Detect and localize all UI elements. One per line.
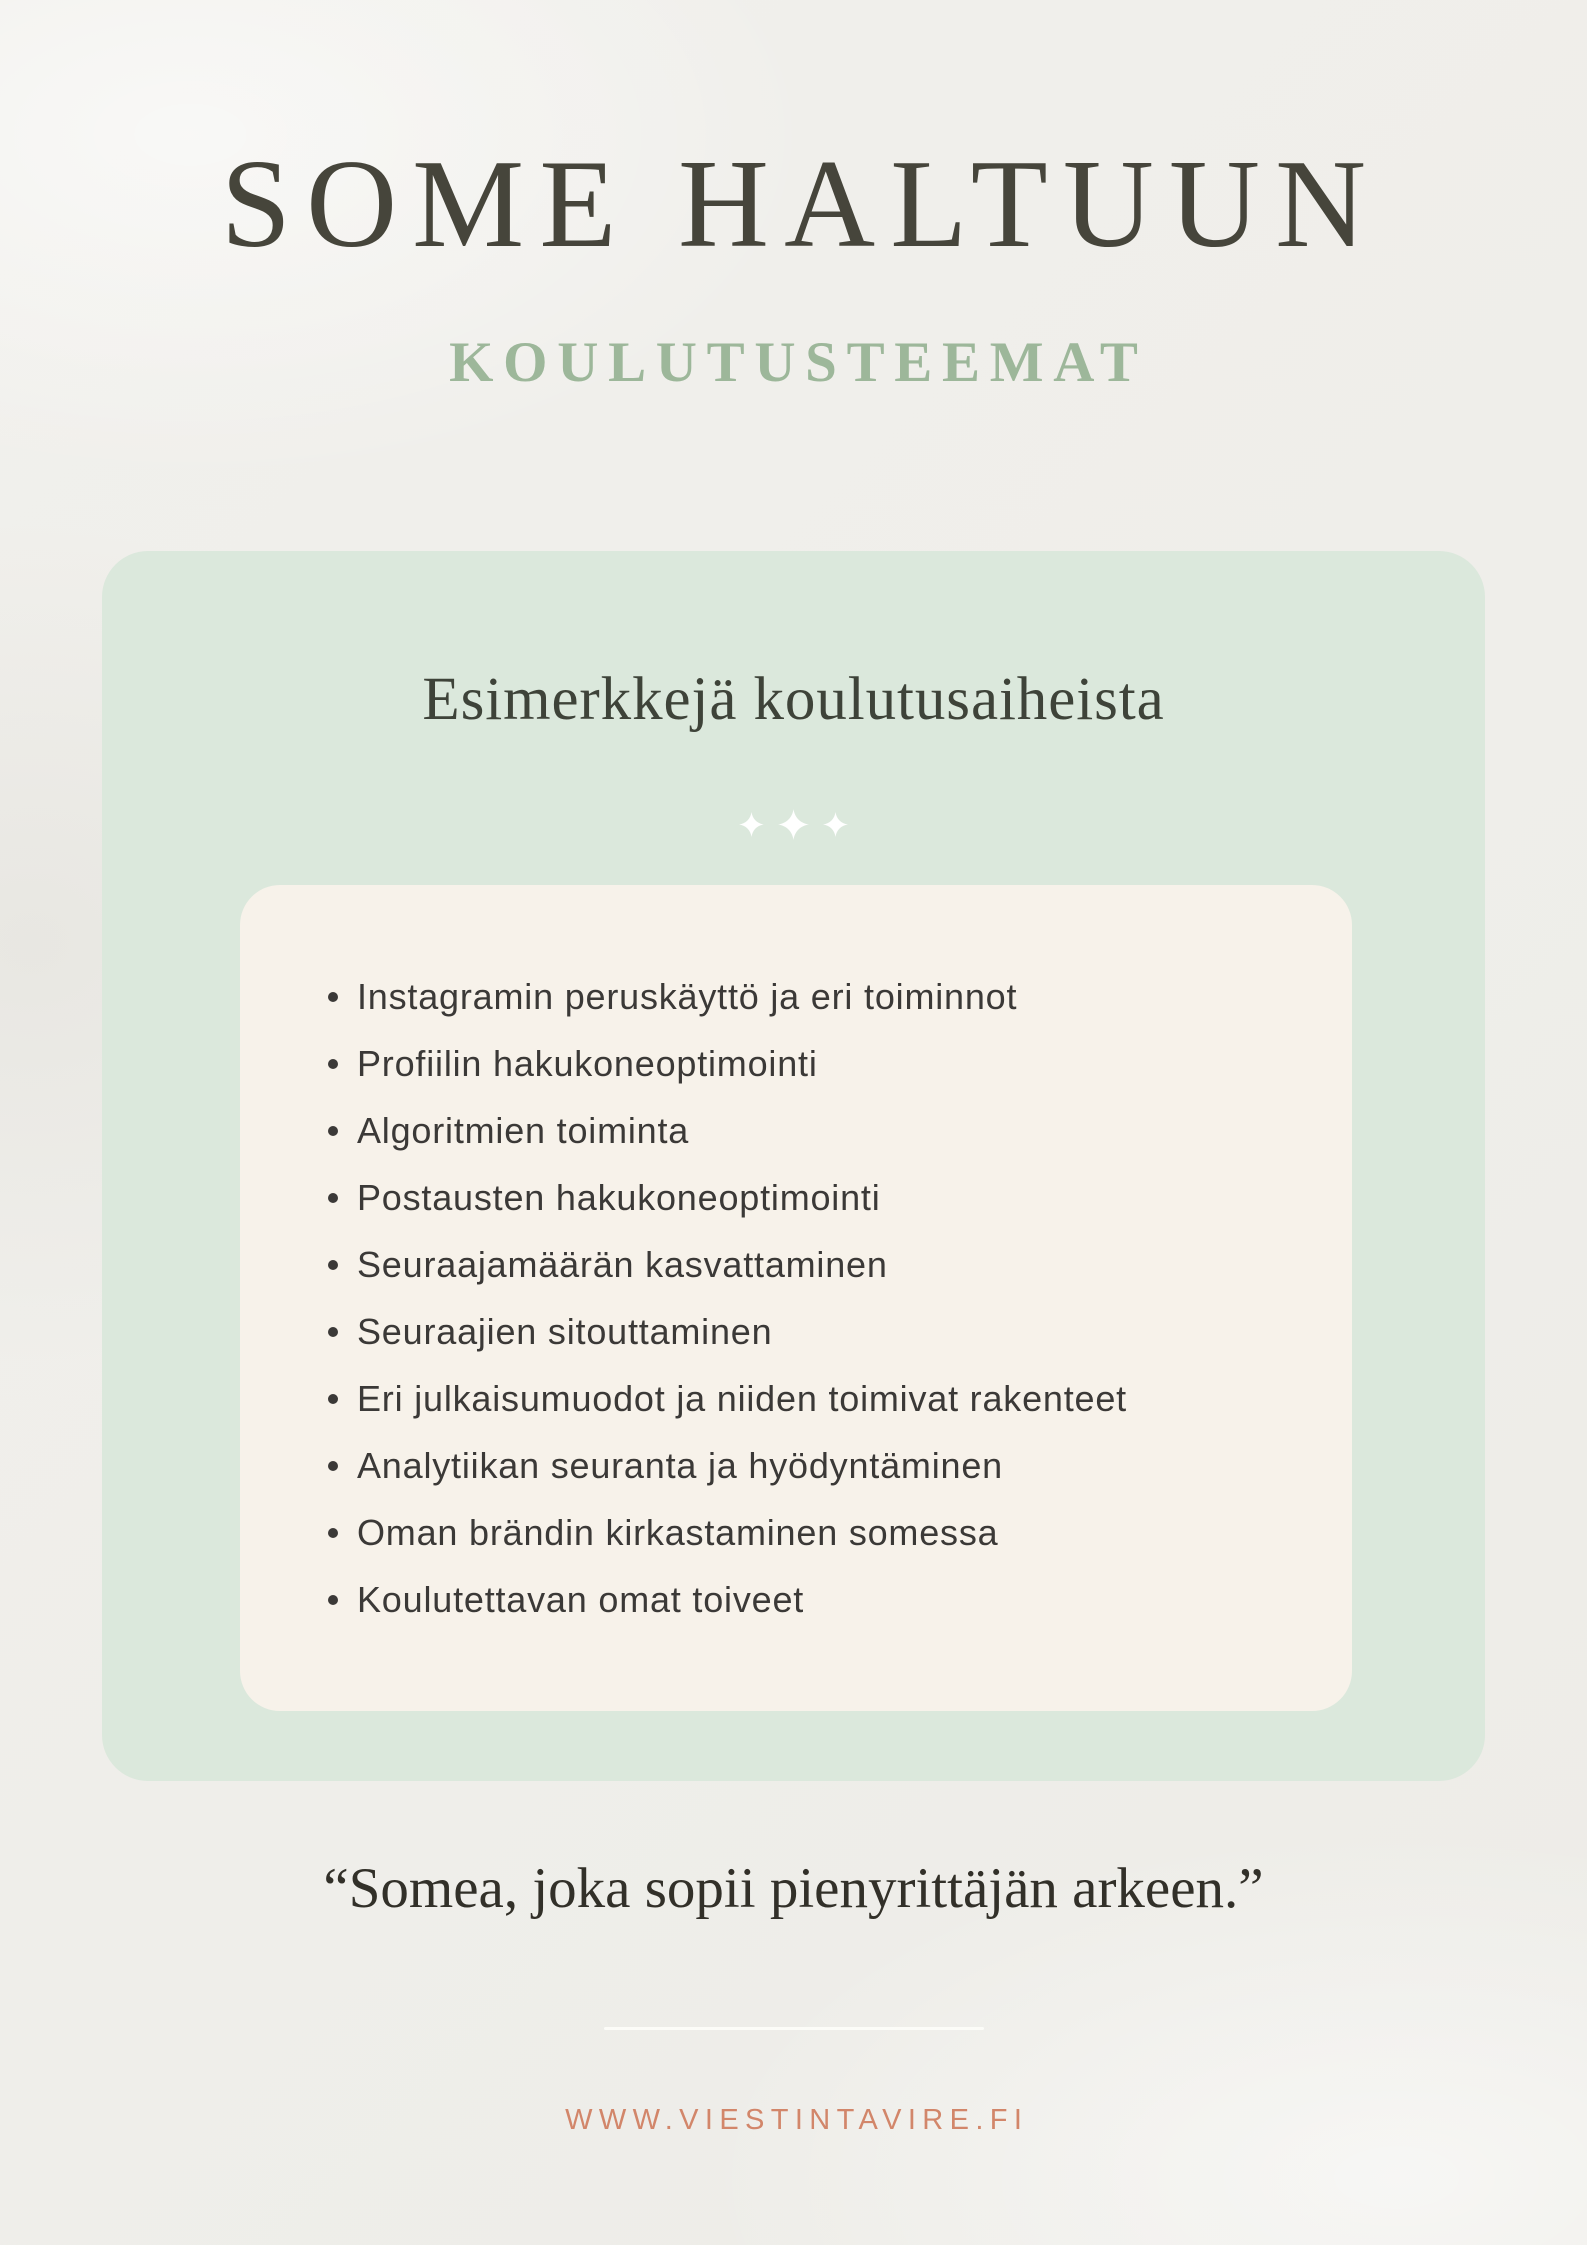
bullet-dot-icon (328, 1595, 338, 1605)
list-item (328, 1566, 1292, 1633)
list-item-label: Eri julkaisumuodot ja niiden toimivat rakenteet (357, 1377, 1127, 1419)
list-item-label: Algoritmien toiminta (357, 1109, 690, 1151)
list-item (328, 1432, 1292, 1499)
sparkle-icon (778, 809, 809, 840)
list-item (328, 1030, 1292, 1097)
list-item-label: Seuraajien sitouttaminen (357, 1310, 773, 1352)
list-item-label: Profiilin hakukoneoptimointi (357, 1042, 818, 1084)
poster-subtitle: KOULUTUSTEEMAT (449, 331, 1148, 394)
bullet-dot-icon (328, 1528, 338, 1538)
poster-title: SOME HALTUUN (220, 135, 1382, 274)
bullet-dot-icon (328, 992, 338, 1002)
topics-list-card (240, 885, 1352, 1711)
bullet-dot-icon (328, 1260, 338, 1270)
sparkle-icon (823, 812, 848, 837)
list-item-label: Analytiikan seuranta ja hyödyntäminen (357, 1444, 1003, 1486)
list-item (328, 1298, 1292, 1365)
list-item (328, 1231, 1292, 1298)
list-item-label: Postausten hakukoneoptimointi (357, 1176, 881, 1218)
bullet-dot-icon (328, 1059, 338, 1069)
bullet-dot-icon (328, 1461, 338, 1471)
bullet-dot-icon (328, 1193, 338, 1203)
list-item (328, 963, 1292, 1030)
bullet-dot-icon (328, 1126, 338, 1136)
bullet-dot-icon (328, 1327, 338, 1337)
sparkle-icon (739, 812, 764, 837)
topics-card (102, 551, 1485, 1781)
list-item (328, 1164, 1292, 1231)
bullet-dot-icon (328, 1394, 338, 1404)
list-item (328, 1499, 1292, 1566)
list-item (328, 1365, 1292, 1432)
list-item (328, 1097, 1292, 1164)
footer-divider (604, 2027, 984, 2030)
sparkle-divider (102, 809, 1485, 840)
tagline-quote: “Somea, joka sopii pienyrittäjän arkeen.” (323, 1857, 1264, 1920)
list-item-label: Oman brändin kirkastaminen somessa (357, 1511, 999, 1553)
topics-card-heading: Esimerkkejä koulutusaiheista (422, 666, 1165, 733)
list-item-label: Seuraajamäärän kasvattaminen (357, 1243, 888, 1285)
list-item-label: Koulutettavan omat toiveet (357, 1578, 805, 1620)
list-item-label: Instagramin peruskäyttö ja eri toiminnot (357, 975, 1018, 1017)
topics-list (240, 885, 1352, 1633)
website-link[interactable]: WWW.VIESTINTAVIRE.FI (565, 2104, 1029, 2136)
